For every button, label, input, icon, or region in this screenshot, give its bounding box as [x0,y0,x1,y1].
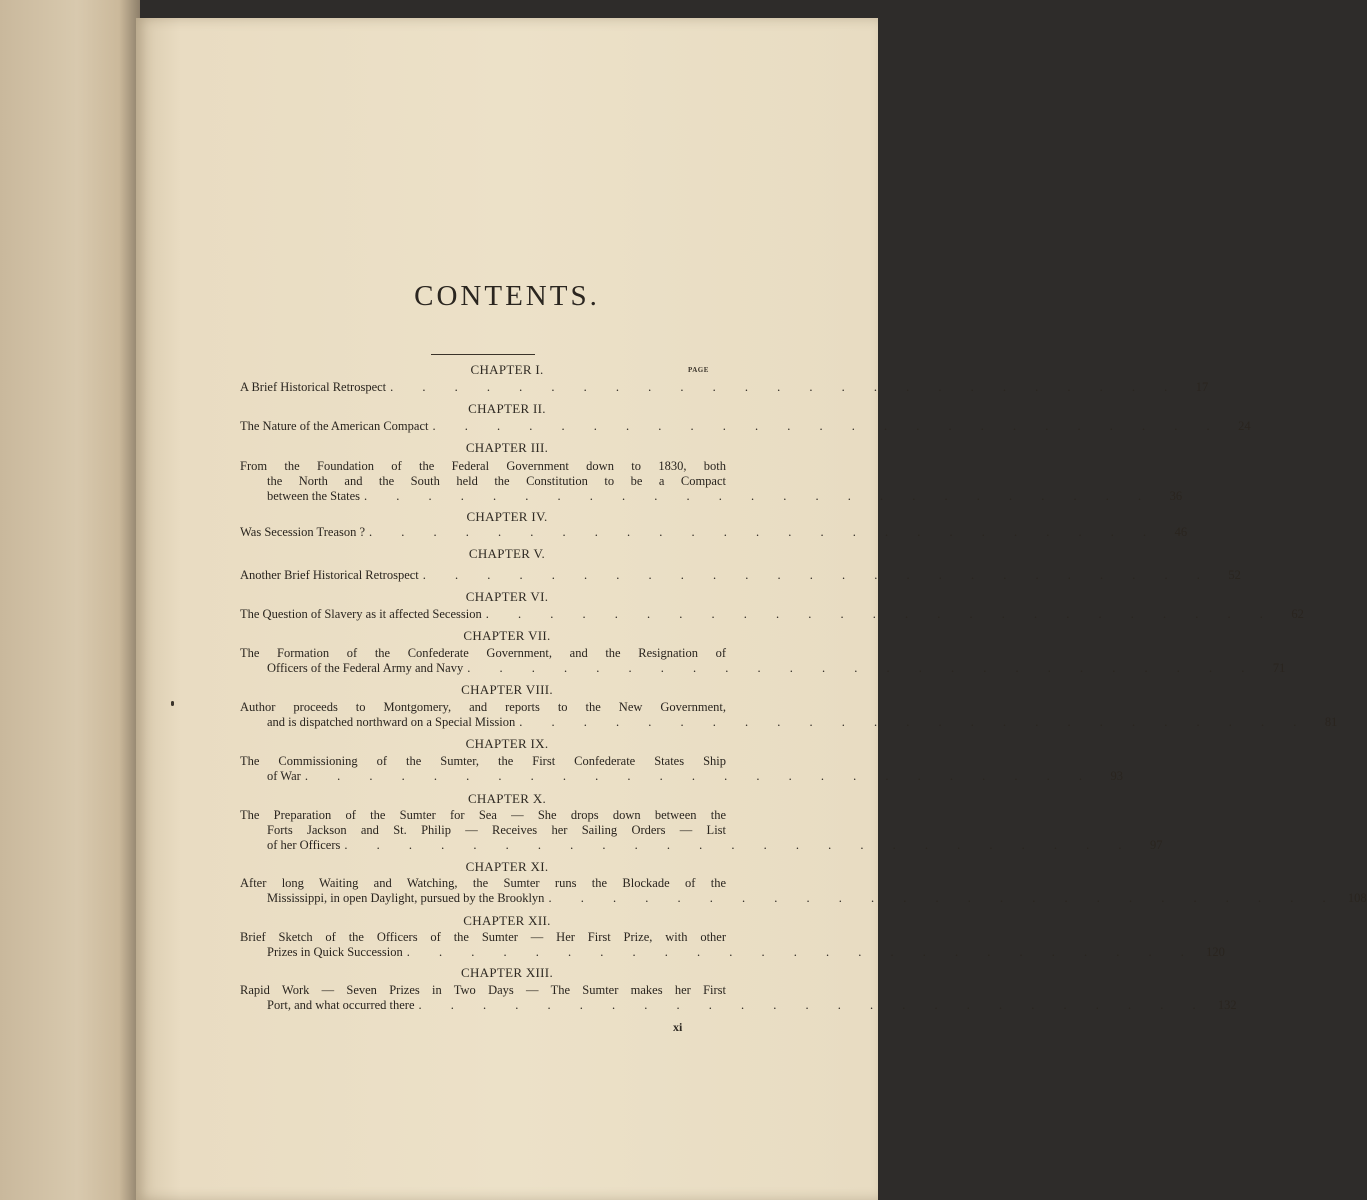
entry-line: A Brief Historical Retrospect [240,380,387,394]
toc-entry[interactable] [240,525,1188,540]
dot-leader: . . . . . . . . . . . . . . . . . . . . . . . . . [519,715,1310,729]
dot-leader: . . . . . . . . . . . . . . . . . . . . . . . . . [485,607,1276,621]
page-number: 36 [1169,489,1183,503]
folio-page-number: xi [673,1020,683,1034]
ink-speck [171,701,174,706]
toc-entry[interactable] [240,607,1304,622]
page-number: 132 [1217,998,1237,1012]
entry-line: Another Brief Historical Retrospect [240,568,419,582]
chapter-heading: CHAPTER VI. [465,589,549,604]
dot-leader: . . . . . . . . . . . . . . . . . . . . . . . . . [422,568,1213,582]
dot-leader: . . . . . . . . . . . . . . . . . . . . . . . . . [432,419,1223,433]
chapter-heading: CHAPTER I. [470,362,544,377]
toc-entry[interactable] [240,419,1251,434]
chapter-heading: CHAPTER X. [467,791,547,806]
chapter-heading: CHAPTER XIII. [460,965,553,980]
page-number: 93 [1110,769,1123,783]
entry-line: Prizes in Quick Succession [267,945,403,959]
chapter-heading: CHAPTER XII. [463,913,551,928]
entry-line: Officers of the Federal Army and Navy [267,661,464,675]
entry-line: The Question of Slavery as it affected Secession [240,607,482,621]
chapter-heading: CHAPTER IX. [465,736,549,751]
page-number: 120 [1206,945,1225,959]
title-rule [431,354,535,355]
toc-entry[interactable] [240,983,1237,1013]
dot-leader: . . . . . . . . . . . . . . . . . . . . . . . . . [418,998,1209,1012]
chapter-heading: CHAPTER XI. [465,859,549,874]
dot-leader: . . . . . . . . . . . . . . . . . . . . . . . . . [369,525,1160,539]
entry-line: The Nature of the American Compact [240,419,429,433]
page-number: 17 [1195,380,1209,394]
toc-entry[interactable] [240,876,1367,906]
page-number: 24 [1238,419,1251,433]
entry-line: the North and the South held the Constitution to be a Compact [267,474,726,488]
entry-line: After long Waiting and Watching, the Sumter runs the Blockade of the [240,876,726,890]
page-number: 52 [1228,568,1241,582]
chapter-heading: CHAPTER VII. [463,628,551,643]
toc-entry[interactable] [240,700,1338,730]
book-spine-page-edge [0,0,140,1200]
chapter-heading: CHAPTER V. [468,546,546,561]
dot-leader: . . . . . . . . . . . . . . . . . . . . . . . . . [364,489,1155,503]
entry-line: between the States [267,489,361,503]
entry-line: Rapid Work — Seven Prizes in Two Days — The Sumter makes her First [240,983,726,997]
page-number: 97 [1149,838,1163,852]
dot-leader: . . . . . . . . . . . . . . . . . . . . . . . . . [304,769,1095,783]
entry-line: of her Officers [267,838,341,852]
toc-entry[interactable] [240,459,1183,504]
page-number: 46 [1174,525,1188,539]
page-column-label: PAGE [688,366,709,374]
entry-line: Author proceeds to Montgomery, and reports to the New Government, [240,700,726,714]
dot-leader: . . . . . . . . . . . . . . . . . . . . . . . . . [390,380,1181,394]
toc-entry[interactable] [240,808,1163,853]
entry-line: of War [267,769,301,783]
page-number: 108 [1347,891,1367,905]
entry-line: Port, and what occurred there [267,998,415,1012]
entry-line: Forts Jackson and St. Philip — Receives her Sailing Orders — List [267,823,726,837]
toc-entry[interactable] [240,568,1241,583]
entry-line: and is dispatched northward on a Special Mission [267,715,516,729]
dot-leader: . . . . . . . . . . . . . . . . . . . . . . . . . [344,838,1135,852]
page-number: 71 [1272,661,1286,675]
dot-leader: . . . . . . . . . . . . . . . . . . . . . . . . . [548,891,1339,905]
dot-leader: . . . . . . . . . . . . . . . . . . . . . . . . . [467,661,1258,675]
chapter-heading: CHAPTER IV. [466,509,548,524]
entry-line: The Formation of the Confederate Government, and the Resignation of [240,646,726,660]
entry-line: Brief Sketch of the Officers of the Sumter — Her First Prize, with other [240,930,726,944]
entry-line: The Commissioning of the Sumter, the First Confederate States Ship [240,754,726,768]
toc-entry[interactable] [240,930,1225,960]
toc-entry[interactable] [240,380,1209,395]
page-title: CONTENTS. [414,280,600,312]
toc-entry[interactable] [240,754,1123,784]
dot-leader: . . . . . . . . . . . . . . . . . . . . . . . . . [406,945,1197,959]
entry-line: Mississippi, in open Daylight, pursued by the Brooklyn [267,891,545,905]
chapter-heading: CHAPTER III. [465,440,549,455]
chapter-heading: CHAPTER II. [468,401,546,416]
entry-line: The Preparation of the Sumter for Sea — She drops down between the [240,808,726,822]
book-page [136,18,1367,1200]
entry-line: From the Foundation of the Federal Government down to 1830, both [240,459,726,473]
page-number: 81 [1324,715,1338,729]
entry-line: Was Secession Treason ? [240,525,366,539]
chapter-heading: CHAPTER VIII. [461,682,553,697]
toc-entry[interactable] [240,646,1286,676]
page-number: 62 [1291,607,1304,621]
